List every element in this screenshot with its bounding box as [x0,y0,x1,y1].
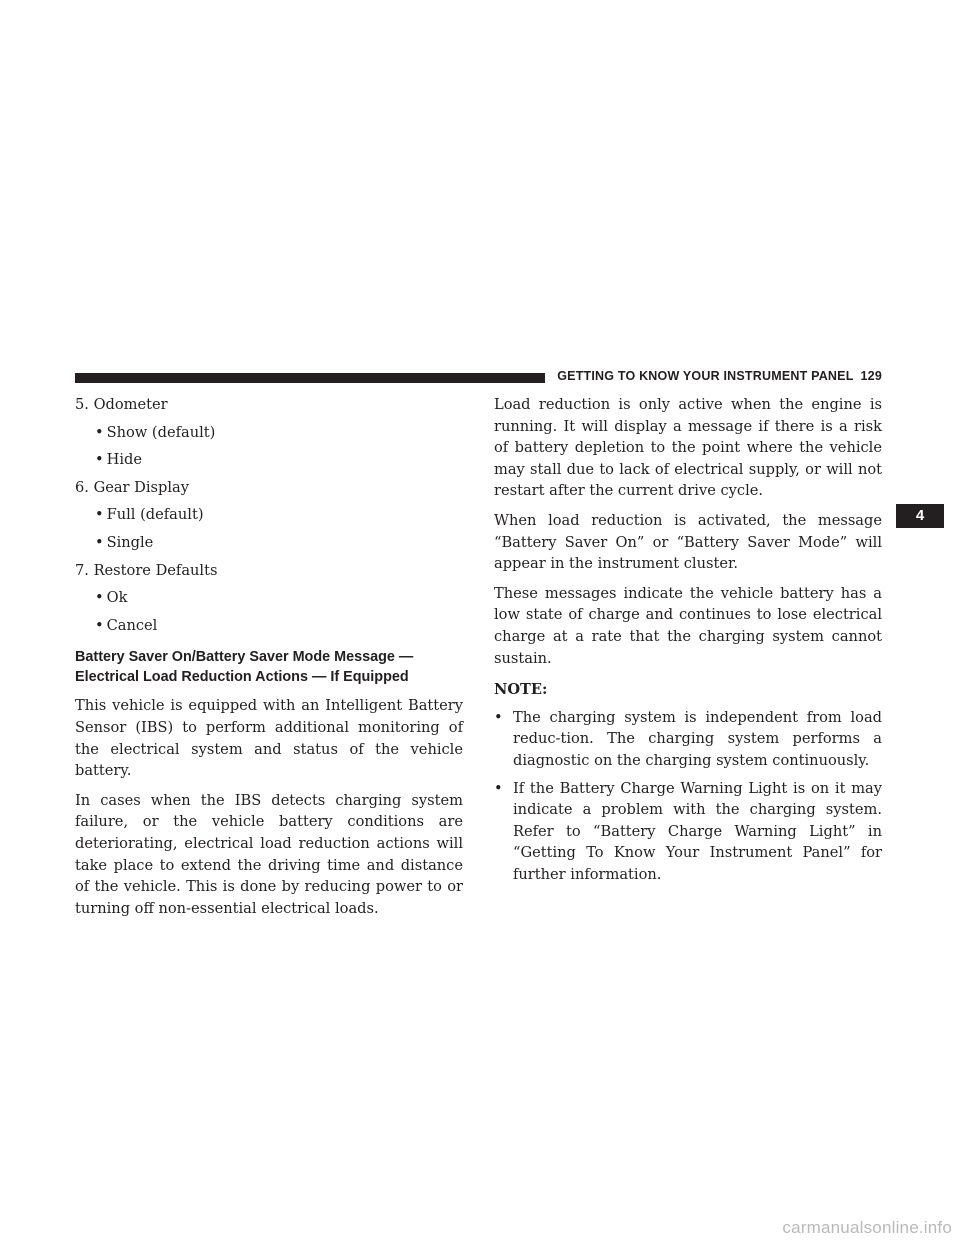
page-number: 129 [860,369,882,383]
option-item: • Cancel [95,615,463,637]
body-paragraph: Load reduction is only active when the engine is running. It will display a message if there is a risk of battery depletion to the point where the vehicle may stall due to lack of electrical supply, or will not restart after the current drive cycle. [494,396,882,500]
option-list [75,587,463,636]
option-list [75,504,463,553]
chapter-tab: 4 [896,504,944,528]
option-list [75,422,463,471]
option-item: • Full (default) [95,504,463,526]
body-paragraph: When load reduction is activated, the message “Battery Saver On” or “Battery Saver Mode” will appear in the instrument cluster. [494,511,882,573]
note-label: NOTE: [494,681,548,699]
right-column [494,394,882,885]
left-column [75,394,463,919]
body-paragraph: This vehicle is equipped with an Intelligent Battery Sensor (IBS) to perform additional monitoring of the electrical system and status of the vehicle battery. [75,697,463,780]
watermark: carmanualsonline.info [782,1218,952,1237]
note-bullet: • The charging system is independent from load reduc-tion. The charging system performs a diagnostic on the charging system continuously. [494,707,882,772]
body-paragraph: These messages indicate the vehicle battery has a low state of charge and continues to lose electrical charge at a rate that the charging system cannot sustain. [494,584,882,667]
option-item: • Ok [95,587,463,609]
section-heading [75,647,463,687]
list-item-restore-defaults [75,560,463,637]
header-rule [75,373,545,383]
list-item-odometer [75,394,463,471]
header-title: GETTING TO KNOW YOUR INSTRUMENT PANEL [557,369,854,383]
option-item: • Single [95,532,463,554]
list-item-label: 5. Odometer [75,396,168,413]
note-bullet: • If the Battery Charge Warning Light is on it may indicate a problem with the charging system. Refer to “Battery Charge Warning Light” in “Getting To Know Your Instrument Panel” for further information. [494,778,882,886]
section-heading-line: Battery Saver On/Battery Saver Mode Message — [75,649,414,666]
list-item-label: 6. Gear Display [75,478,189,496]
section-heading-line: Electrical Load Reduction Actions — If Equipped [75,669,409,686]
option-item: • Hide [95,449,463,471]
option-item: • Show (default) [95,422,463,444]
running-header [556,369,882,383]
list-item-gear-display [75,477,463,554]
note-bullet-list [494,707,882,886]
body-paragraph: In cases when the IBS detects charging system failure, or the vehicle battery conditions are deteriorating, electrical load reduction actions will take place to extend the driving time and distance of the vehicle. This is done by reducing power to or turning off non-essential electrical loads. [75,791,463,917]
list-item-label: 7. Restore Defaults [75,561,218,579]
